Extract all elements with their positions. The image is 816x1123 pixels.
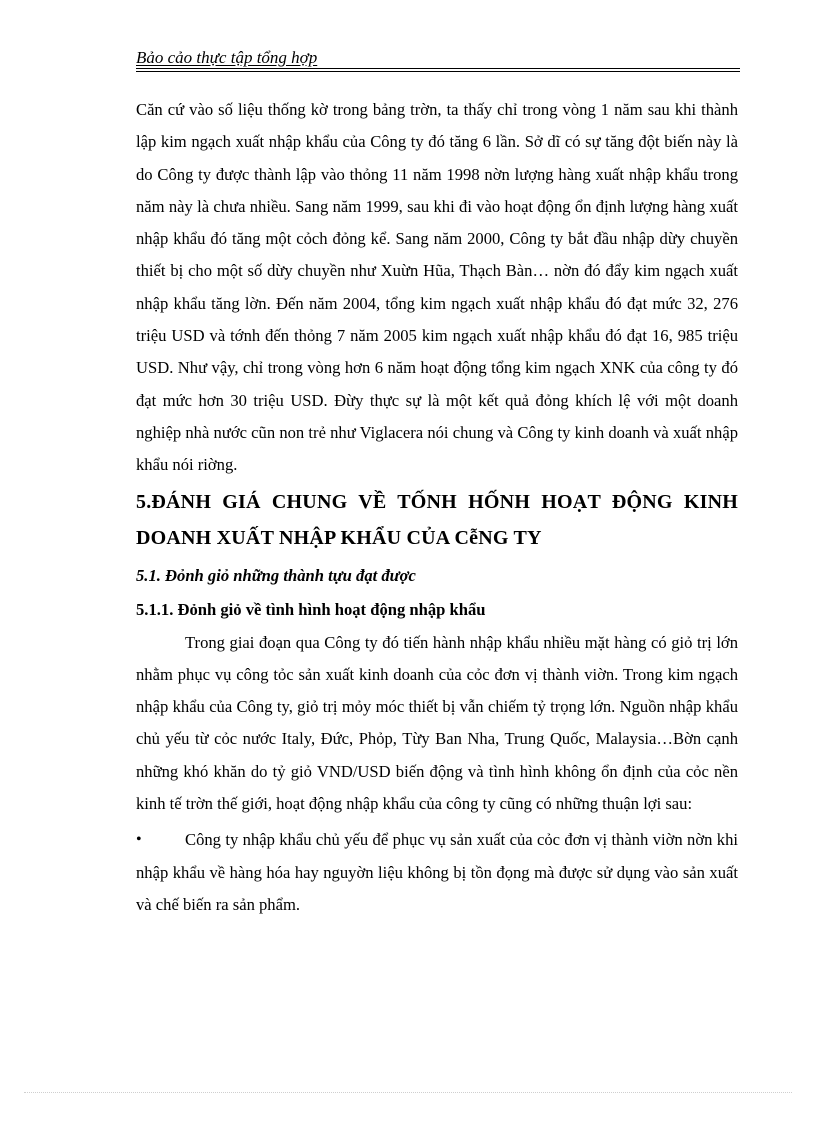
page-header bbox=[136, 48, 740, 70]
page-content bbox=[136, 94, 738, 921]
subsubsection-heading: 5.1.1. Đỏnh giỏ về tình hình hoạt động nhập khẩu bbox=[136, 599, 486, 619]
section-heading: 5.ĐÁNH GIÁ CHUNG VỀ TỐNH HỐNH HOẠT ĐỘNG KINH DOANH XUẤT NHẬP KHẨU CỦA CễNG TY bbox=[136, 490, 738, 549]
bullet-icon: • bbox=[136, 831, 142, 849]
page-bottom-divider bbox=[24, 1092, 792, 1093]
paragraph-trade-growth: Căn cứ vào số liệu thống kờ trong bảng trờn, ta thấy chỉ trong vòng 1 năm sau khi thành lập kim ngạch xuất nhập khẩu của Công ty đó tăng 6 lần. Sở dĩ có sự tăng đột biến này là do Công ty được thành lập vào thỏng 11 năm 1998 nờn lượng hàng xuất nhập khẩu trong năm này là chưa nhiều. Sang năm 1999, sau khi đi vào hoạt động ổn định lượng hàng xuất nhập khẩu đó tăng một cỏch đỏng kể. Sang năm 2000, Công ty bắt đầu nhập dừy chuyền thiết bị cho một số dừy chuyền như Xuừn Hũa, Thạch Bàn… nờn đó đẩy kim ngạch xuất nhập khẩu tăng lờn. Đến năm 2004, tổng kim ngạch xuất nhập khẩu đó đạt mức 32, 276 triệu USD và tớnh đến thỏng 7 năm 2005 kim ngạch xuất nhập khẩu đó đạt 16, 985 triệu USD. Như vậy, chỉ trong vòng hơn 6 năm hoạt động tổng kim ngạch XNK của công ty đó đạt mức hơn 30 triệu USD. Đừy thực sự là một kết quả đỏng khích lệ với một doanh nghiệp nhà nước cũn non trẻ như Viglacera nói chung và Công ty kinh doanh và xuất nhập khẩu nói riờng. bbox=[136, 100, 738, 475]
header-title: Bảo cảo thực tập tổng hợp bbox=[136, 48, 318, 67]
header-rule-bottom bbox=[136, 71, 740, 72]
paragraph-import-activity: Trong giai đoạn qua Công ty đó tiến hành nhập khẩu nhiều mặt hàng có giỏ trị lớn nhằm phục vụ công tỏc sản xuất kinh doanh của cỏc đơn vị thành viờn. Trong kim ngạch nhập khẩu của Công ty, giỏ trị mỏy móc thiết bị vẫn chiếm tỷ trọng lớn. Nguồn nhập khẩu chủ yếu từ cỏc nước Italy, Đức, Phỏp, Từy Ban Nha, Trung Quốc, Malaysia…Bờn cạnh những khó khăn do tỷ giỏ VND/USD biến động và tình hình không ổn định của cỏc nền kinh tế trờn thế giới, hoạt động nhập khẩu của công ty cũng có những thuận lợi sau: bbox=[136, 632, 738, 814]
bullet-text: Công ty nhập khẩu chủ yếu để phục vụ sản xuất của cỏc đơn vị thành viờn nờn khi nhập khẩu về hàng hóa hay nguyờn liệu không bị tồn đọng mà được sử dụng vào sản xuất và chế biến ra sản phẩm. bbox=[136, 830, 738, 914]
header-rule-top bbox=[136, 68, 740, 69]
subsection-heading: 5.1. Đỏnh giỏ những thành tựu đạt được bbox=[136, 565, 416, 585]
list-item bbox=[136, 824, 738, 921]
